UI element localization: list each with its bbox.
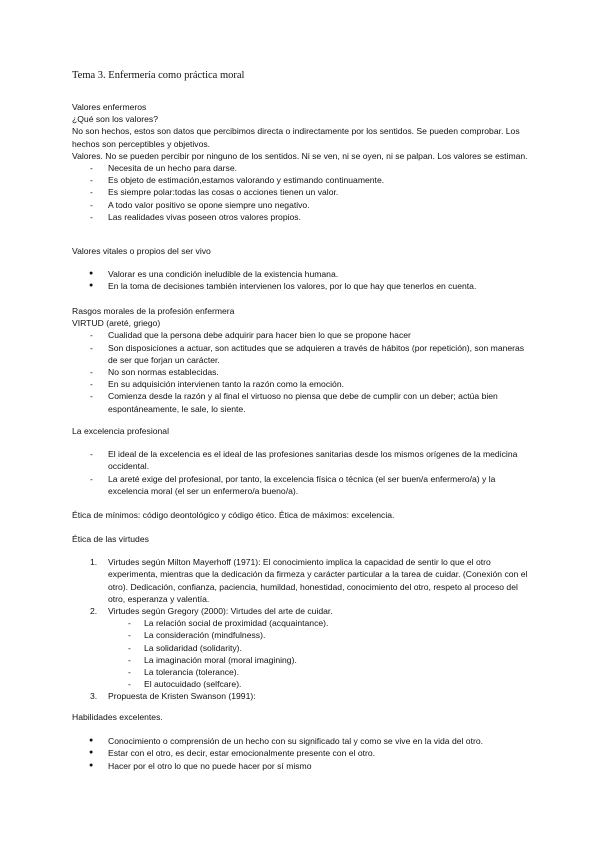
list-item: ● Estar con el otro, es decir, estar emocionalmente presente con el otro. (89, 748, 376, 759)
list-item: - El ideal de la excelencia es el ideal de las profesiones sanitarias desde los mismos orígenes de la medicina occidental. (90, 449, 518, 472)
bullet-list (72, 268, 532, 292)
section-valores-vitales (72, 245, 532, 293)
list-item: - Son disposiciones a actuar, son actitudes que se adquieren a través de hábitos (por repetición), son maneras de ser que forjan un carácter. (90, 342, 525, 365)
list-item: - Las realidades vivas poseen otros valores propios. (90, 211, 301, 222)
dash-list (72, 162, 532, 223)
section-rasgos-morales (72, 305, 532, 415)
list-item: - No son normas establecidas. (90, 367, 219, 378)
list-item: - La areté exige del profesional, por tanto, la excelencia física o técnica (el ser buen/a enfermero/a) y la excelencia moral (el ser un enfermero/a bueno/a). (90, 473, 496, 496)
list-item: - La tolerancia (tolerance). (128, 667, 240, 678)
list-item: - En su adquisición intervienen tanto la razón como la emoción. (90, 379, 344, 390)
list-item: 2. Virtudes según Gregory (2000): Virtudes del arte de cuidar. - La relación social de proximidad (acquaintance). - La consideración (mindfulness). - La solidaridad (solidarity). - La imaginación moral (moral imagining). - La tolerancia (tolerance). - El autocuidado (selfcare). (72, 605, 532, 690)
list-item: - La relación social de proximidad (acquaintance). (128, 618, 329, 629)
section-excelencia (72, 425, 532, 521)
numbered-list (72, 556, 532, 702)
dash-list (72, 329, 532, 414)
list-item: - La solidaridad (solidarity). (128, 642, 242, 653)
list-item: ● En la toma de decisiones también intervienen los valores, por lo que hay que tenerlos en cuenta. (89, 281, 477, 292)
list-item: ● Valorar es una condición ineludible de la existencia humana. (89, 269, 339, 280)
section-heading: Habilidades excelentes. (72, 712, 163, 722)
list-item: - La consideración (mindfulness). (128, 630, 266, 641)
section-etica-virtudes (72, 533, 532, 703)
subheading: VIRTUD (areté, griego) (72, 318, 161, 329)
question-line: ¿Qué son los valores? (72, 114, 158, 125)
dash-list (72, 448, 532, 497)
section-heading: Ética de las virtudes (72, 534, 149, 544)
list-item: - A todo valor positivo se opone siempre uno negativo. (90, 199, 310, 210)
list-item: - Comienza desde la razón y al final el virtuoso no piensa que debe de cumplir con un deber; actúa bien espontáneamente, le sale, lo siente. (90, 391, 498, 414)
section-valores-enfermeros (72, 101, 532, 223)
section-heading: Valores vitales o propios del ser vivo (72, 246, 211, 256)
list-item: ● Conocimiento o comprensión de un hecho con su significado tal y como se vive en la vida del otro. (89, 736, 483, 747)
paragraph: No son hechos, estos son datos que percibimos directa o indirectamente por los sentidos. Se pueden comprobar. Los hechos son perceptibles y objetivos. (72, 126, 520, 149)
section-habilidades (72, 711, 532, 772)
section-heading: Rasgos morales de la profesión enfermera (72, 306, 235, 316)
section-heading: Valores enfermeros (72, 102, 147, 112)
paragraph: Ética de mínimos: código deontológico y código ético. Ética de máximos: excelencia. (72, 510, 395, 521)
page-title: Tema 3. Enfermería como práctica moral (72, 70, 245, 81)
sub-dash-list (72, 617, 532, 690)
section-heading: La excelencia profesional (72, 426, 169, 436)
list-item: ● Hacer por el otro lo que no puede hacer por sí mismo (89, 760, 312, 771)
list-item: - Necesita de un hecho para darse. (90, 163, 237, 174)
bullet-list (72, 735, 532, 772)
list-item: 3. Propuesta de Kristen Swanson (1991): (90, 691, 256, 702)
list-item: - El autocuidado (selfcare). (128, 679, 242, 690)
list-item: - Es siempre polar:todas las cosas o acciones tienen un valor. (90, 187, 339, 198)
paragraph: Valores. No se pueden percibir por ninguno de los sentidos. Ni se ven, ni se oyen, ni se palpan. Los valores se estiman. (72, 150, 528, 161)
list-item: - Es objeto de estimación,estamos valorando y estimando continuamente. (90, 175, 385, 186)
list-item: - Cualidad que la persona debe adquirir para hacer bien lo que se propone hacer (90, 330, 411, 341)
list-item: 1. Virtudes según Milton Mayerhoff (1971): El conocimiento implica la capacidad de sentir lo que el otro experimenta, mientras que la dedicación da firmeza y carácter particular a la tarea de cuidar. (Conexión con el otro). Dedicación, confianza, paciencia, humildad, honestidad, conocimiento del otro, respeto al proceso del otro, esperanza y valentía. (90, 557, 528, 604)
list-item: - La imaginación moral (moral imagining). (128, 654, 297, 665)
